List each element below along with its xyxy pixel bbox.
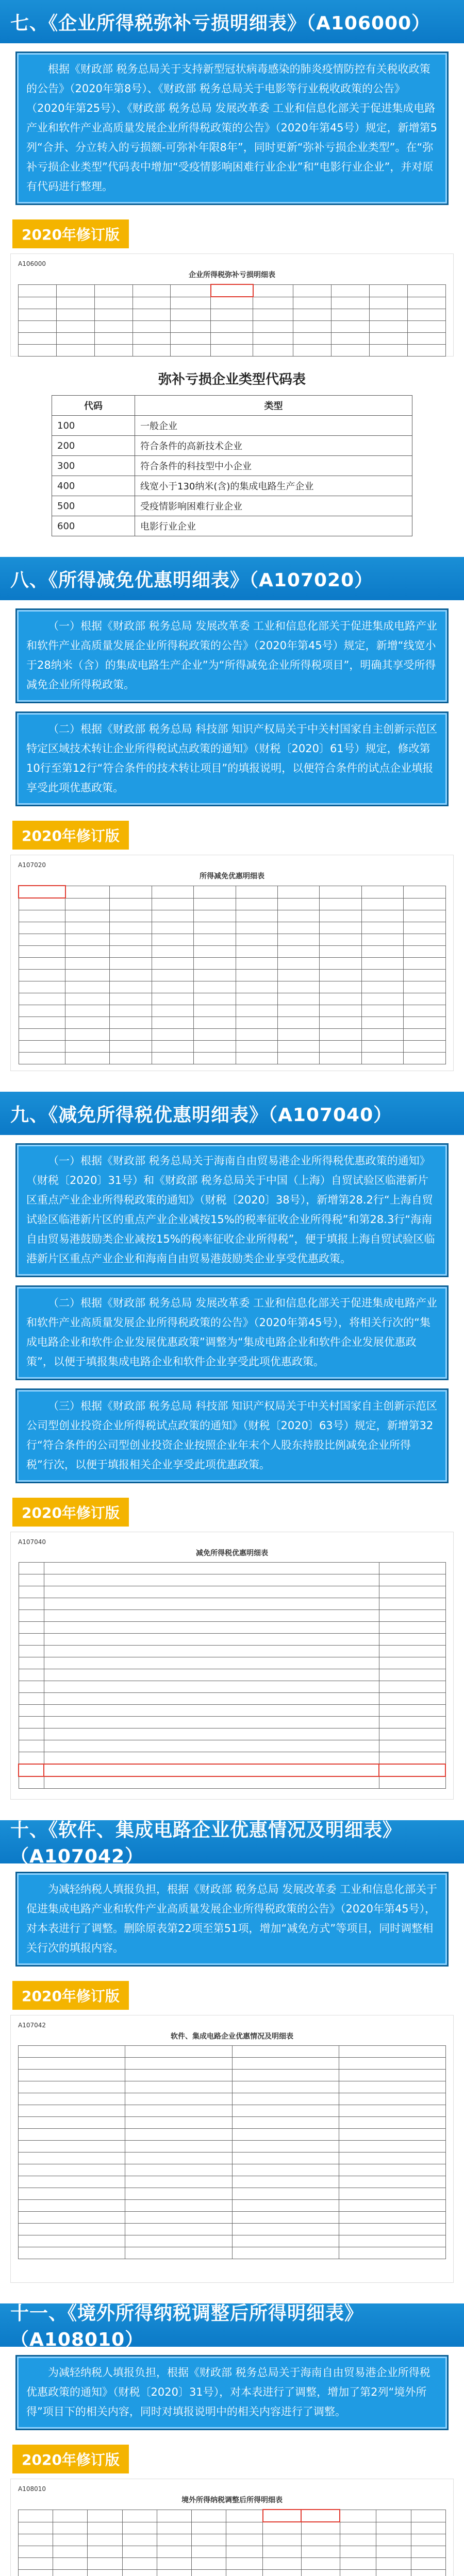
sheet-code: A107040 [18, 1538, 46, 1546]
section-title: 十一、《境外所得纳税调整后所得明细表》（A108010） [10, 2303, 364, 2350]
section-header [0, 1820, 464, 1867]
section-title: 八、《所得减免优惠明细表》（A107020） [10, 569, 374, 591]
type-code: 400 [52, 476, 135, 496]
info-paragraph: （二）根据《财政部 税务总局 发展改革委 工业和信息化部关于促进集成电路产业和软件产业高质量发展企业所得税政策的公告》（2020年第45号），将相关行次的“集成电路企业和软件企业发展优惠政策”调整为“集成电路企业和软件企业发展优惠政策”，以便于填报集成电路企业和软件企业享受此项优惠政策。 [15, 1285, 449, 1380]
sheet-code: A107042 [18, 2022, 46, 2029]
sheet-title: 企业所得税弥补亏损明细表 [189, 271, 275, 279]
year-tag: 2020年修订版 [12, 2445, 129, 2473]
section-header [0, 557, 464, 600]
type-label: 符合条件的科技型中小企业 [135, 456, 412, 476]
info-paragraph: 为减轻纳税人填报负担，根据《财政部 税务总局关于海南自由贸易港企业所得税优惠政策的通知》（财税〔2020〕31号），对本表进行了调整，增加了第2列“境外所得”项目下的相关内容，同时对填报说明中的相关内容进行了调整。 [15, 2355, 449, 2430]
year-tag: 2020年修订版 [12, 1981, 129, 2010]
type-code: 100 [52, 416, 135, 436]
type-label: 一般企业 [135, 416, 412, 436]
section-header [0, 2303, 464, 2350]
sheet-title: 减免所得税优惠明细表 [196, 1549, 268, 1557]
sheet-title: 软件、集成电路企业优惠情况及明细表 [171, 2032, 293, 2041]
type-code: 500 [52, 496, 135, 516]
sheet-title: 境外所得纳税调整后所得明细表 [181, 2496, 283, 2504]
data-grid [18, 284, 446, 357]
type-label: 受疫情影响困难行业企业 [135, 496, 412, 516]
info-paragraph: 为减轻纳税人填报负担，根据《财政部 税务总局 发展改革委 工业和信息化部关于促进集成电路产业和软件产业高质量发展企业所得税政策的公告》（2020年第45号），对本表进行了调整。删除原表第22项至第51项，增加“减免方式”等项目，同时调整相关行次的填报内容。 [15, 1872, 449, 1967]
type-label: 符合条件的高新技术企业 [135, 436, 412, 456]
table-sheet [10, 2479, 454, 2576]
info-paragraph: 根据《财政部 税务总局关于支持新型冠状病毒感染的肺炎疫情防控有关税收政策的公告》（2020年第8号）、《财政部 税务总局关于电影等行业税收政策的公告》（2020年第25号）、《财政部 税务总局 发展改革委 工业和信息化部关于促进集成电路产业和软件产业高质量发展企业所得税政策的公告》（2020年第45号）规定，新增第5列“合并、分立转入的亏损额-可弥补年限8年”，同时更新“弥补亏损企业类型”。在“弥补亏损企业类型”代码表中增加“受疫情影响困难行业企业”和“电影行业企业”，并对原有代码进行整理。 [15, 52, 449, 205]
info-paragraph: （三）根据《财政部 税务总局 科技部 知识产权局关于中关村国家自主创新示范区公司型创业投资企业所得税试点政策的通知》（财税〔2020〕63号）规定，新增第32行“符合条件的公司型创业投资企业按照企业年末个人股东持股比例减免企业所得税”行次，以便于填报相关企业享受此项优惠政策。 [15, 1388, 449, 1483]
info-paragraph: （一）根据《财政部 税务总局关于海南自由贸易港企业所得税优惠政策的通知》（财税〔2020〕31号）和《财政部 税务总局关于中国（上海）自贸试验区临港新片区重点产业企业所得税政策的通知》（财税〔2020〕38号），新增第28.2行“上海自贸试验区临港新片区的重点产业企业减按15%的税率征收企业所得税”和第28.3行“海南自由贸易港鼓励类企业减按15%的税率征收企业所得税”，便于填报上海自贸试验区临港新片区重点产业企业和海南自由贸易港鼓励类企业享受优惠政策。 [15, 1143, 449, 1277]
sheet-code: A108010 [18, 2485, 46, 2493]
table-sheet [10, 855, 454, 1071]
table-sheet [10, 253, 454, 357]
type-label: 电影行业企业 [135, 516, 412, 536]
section-title: 十、《软件、集成电路企业优惠情况及明细表》（A107042） [10, 1820, 402, 1867]
sheet-code: A106000 [18, 260, 46, 267]
data-grid [18, 2509, 446, 2576]
type-code: 200 [52, 436, 135, 456]
type-table-title: 弥补亏损企业类型代码表 [158, 372, 306, 387]
type-header-code: 代码 [52, 396, 135, 416]
year-tag: 2020年修订版 [12, 821, 129, 850]
info-paragraph: （一）根据《财政部 税务总局 发展改革委 工业和信息化部关于促进集成电路产业和软件产业高质量发展企业所得税政策的公告》（2020年第45号）规定，新增“线宽小于28纳米（含）的集成电路生产企业”为“所得减免企业所得税项目”，明确其享受所得减免企业所得税政策。 [15, 608, 449, 703]
table-sheet [10, 2015, 454, 2283]
type-code-table [52, 369, 412, 536]
section-header [0, 1092, 464, 1135]
type-label: 线宽小于130纳米(含)的集成电路生产企业 [135, 476, 412, 496]
type-code: 600 [52, 516, 135, 536]
year-tag: 2020年修订版 [12, 1498, 129, 1527]
info-paragraph: （二）根据《财政部 税务总局 科技部 知识产权局关于中关村国家自主创新示范区特定区域技术转让企业所得税试点政策的通知》（财税〔2020〕61号）规定，修改第10行至第12行“符合条件的技术转让项目”的填报说明，以便符合条件的试点企业填报享受此项优惠政策。 [15, 711, 449, 806]
section-title: 七、《企业所得税弥补亏损明细表》（A106000） [10, 12, 431, 34]
data-grid [18, 885, 446, 1064]
data-grid [18, 1562, 446, 1789]
section-title: 九、《减免所得税优惠明细表》（A107040） [10, 1104, 393, 1126]
data-grid [18, 2045, 446, 2259]
year-tag: 2020年修订版 [12, 219, 129, 248]
table-sheet [10, 1532, 454, 1800]
type-code: 300 [52, 456, 135, 476]
type-header-type: 类型 [135, 396, 412, 416]
sheet-code: A107020 [18, 861, 46, 869]
sheet-title: 所得减免优惠明细表 [200, 872, 264, 880]
section-header [0, 0, 464, 43]
